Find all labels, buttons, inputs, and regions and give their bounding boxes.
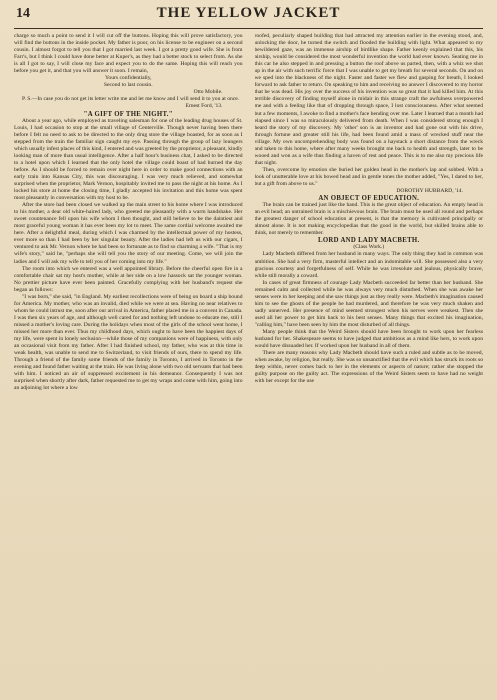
story-author: DOROTHY HUBBARD, '14. [396,188,463,195]
macbeth-paragraph-3: Many people think that the Weird Sisters should have been brought to work upon her fearless husband for her. Shakespeare seems to have judged that ambitious as a mind like hers, to work upon would have dissuaded her. If worked upon her husband in all of them. [254,328,483,350]
letter-postscript: P. S.—In case you do not get its letter write me and let me know and I will send it to you at once. [22,96,240,103]
story-title: "A GIFT OF THE NIGHT." [83,110,173,118]
education-paragraph: The brain can be trained just like the hand. This is the great object of education. An empty head is an evil head; an untrained brain is a mischievous brain. The brain must be used all round and perhaps the greatest danger of school education at present, is that the memory is cultivated principally or almost alone. It is not making encyclopedias that the good in the world, but skilled brains able to think, not merely to remember. [254,202,483,237]
story-paragraph-1: About a year ago, while employed as traveling salesman for one of the leading drug houses of St. Louis, I had occasion to stop at the small village of Centerville. Though never having been there before I felt no need to ask to be directed to the only drug store the village boasted, for as soon as I stepped from the train the familiar sign caught my eye. Passing through the group of lazy loungers which usually infest places of this kind, I entered and was greeted by the proprietor, a pleasant, kindly looking man of more than usual intelligence. After a half hour's business chat, I asked to be directed to a hotel upon which I learned that the only hotel the village could boast of had burned the day before. As I should be forced to remain over night here in order to make good connections with an early train into Kansas City, this was discouraging. I was very much relieved, and somewhat surprised when the proprietor, Mark Vernon, hospitably invited me to pass the night at his home. As I locked his store at home the closing time, I gladly accepted his invitation and this home was spent most pleasantly in conversation with my host to be. [14,117,243,202]
macbeth-subtitle: (Class Work.) [353,244,385,251]
running-title: THE YELLOW JACKET [156,5,341,21]
letter-closing-2: Second to last cousin. [103,82,153,89]
macbeth-paragraph-4: There are many reasons why Lady Macbeth should have such a ruled and subtle as to be moved, when awake, by religion, but really. She was so unsanctified that the evil which has struck its roots so deep within, never comes back to her in the elements or aspects of nature; rather she stopped the guilty purpose on the guilty act. The expressions of the Weird Sisters seem to have had no weight with her except for the use [254,350,483,385]
letter-author: Ernest Ford, '13. [185,103,223,110]
page-number: 14 [16,6,30,21]
letter-signature: Otto Mobile. [193,89,223,96]
right-column [255,33,484,693]
story-paragraph-5: roofed, peculiarly shaped building that had attracted my attention earlier in the evening stood, and, unlocking the door, he turned the switch and flooded the building with light. What appeared to my bewildered gaze, was an immense airship of birdlike shape. Father keenly explained that this, his airship, would be considered the most wonderful invention the world had ever known. Seating me in this car he also stepped in and pressing a button the roof above us parted, then, with a whiz we shot up in the air with such terrific force that I was unable to get my breath for several seconds. On and on we sped into the blackness of the night. Faster and faster we flew and gasping for breath, I looked forward to ask father to return. On speaking to him and receiving no answer I discovered to my horror that he was dead. His joy over the success of his invention was so great that it had killed him. At this terrible discovery of finding myself alone in midair in this strange craft the awfulness overpowered me and with a feeling like that of dropping through space, I lost consciousness. After what seemed but a few moments, I awoke to find a mother's face bending over me. Later I learned that a month had elapsed since I was so miraculously delivered from death. When I was considered strong enough I heard the story of my discovery. My 'other' son is an inventor and had gone out with his drive, through fortune and greater still his life, had been found amid a mass of wrecked stuff near the village. My own uncomprehending body was found on a haystack a short distance from the wreck and taken to this home, where after many weeks brought me back to health and strength, later to be wooed and won as a wife thus finding a haven of rest and peace. This is to me also my precious life that night. [254,33,483,166]
story-paragraph-6: Then, overcome by emotion she buried her golden head in the mother's lap and sobbed. With a look of unutterable love at his bowed head and in gentle tones the mother added, "Yes, I dared to her, but a gift from above to us." [254,166,483,187]
story-paragraph-2: After the store had been closed we walked up the main street to his home where I was introduced to his mother, a dear old white-haired lady, who greeted me pleasantly with a warm handshake. Her sweet countenance fell upon his wife whom I then thought, and still believe to be the daintiest and most graceful young woman it has ever been my lot to meet. The same cordial welcome awaited me here. After a delightful meal, during which I was charmed by the intellectual power of my hostess, ever more so than I had been by her singular beauty. After the ladies had left us with our cigars, I ventured to ask Mr. Vernon where he had been so fortunate as to find so charming a wife. "That is my wife's story," said he, "perhaps she will tell you the story of our meeting. Come, we will join the ladies and I will ask my wife to tell you of her coming into my life." [14,202,243,265]
story-paragraph-3: The room into which we entered was a well appointed library. Before the cheerful open fire in a comfortable chair sat my host's mother, while at her side on a low hassock sat the younger woman. No prettier picture have ever been painted. Gracefully complying with her husband's request she began as follows: [14,265,243,293]
letter-body: charge so much a point to send it I will cut off the buttons. Hoping this will prove satisfactory, you will find the buttons in the inside pocket. My father is poor, on his license to be engineer on a second cousin. I almost forgot to tell you that I got married last week. I got a pretty good wife. She is from Farr's, but I think I could have done better at Kuper's, as they had a better stock to select from. As she is all I got to say, I will close my face and expect you to do the same. Hoping this will reach you before you get it, and that you will answer it soon. I remain, [14,33,243,75]
macbeth-title: LORD AND LADY MACBETH. [317,237,420,245]
text-columns [14,33,483,693]
education-title: AN OBJECT OF EDUCATION. [318,195,420,203]
macbeth-paragraph-1: Lady Macbeth differed from her husband in many ways. The only thing they had in common was ambition. She had a very firm, masterful intellect and an indomitable will. She possessed also a very gracious courtesy and forgetfulness of self. While he was irresolute and jealous, physically brave, while still morally a coward. [254,251,483,279]
story-paragraph-4: "I was born," she said, "in England. My earliest recollections were of being on board a ship bound for America. My mother, who was an invalid, died while we were at sea. Having no near relatives to whom he could intrust me, soon after our arrival in America, father placed me in a convent in Canada. I was then six years of age, and although well cared for and nothing left undone to educate me, still I missed a mother's loving care. During the holidays when most of the girls of the school went home, I missed her more than ever. Thus my childhood days, which ought to have been the happiest days of my life, were spent in lonely seclusion—while those of my companions were of happiness, with only an occasional visit from my father. After I had finished school, my father, who was at this time in weak health, was unable to send me to Switzerland, to visit friends of ours, there to spend my life. Through a friend of the family some friends of the family in Toronto, I arrived in Toronto in the evening and found father waiting at the train. He was living alone with two old servants that had been with him. I noticed an air of suppressed excitement in his demeanor. Consequently I was not surprised when shortly after dark, father requested me to get my wraps and come with him, going into an adjoining lot where a low [14,293,243,392]
left-column [14,33,243,693]
page-header [14,4,483,29]
macbeth-paragraph-2: In cases of great firmness of courage Lady Macbeth succeeded far better than her husband. She remained calm and collected while he was always very much disturbed. When she was awake her senses were in her keeping and she saw things just as they really were. Macbeth's imagination caused him to see the ghosts of the people he had murdered, and therefore he was very much shaken and sadly unnerved. Her presence of mind seemed strongest when his nerves were weakest. Then she used all her power to get him back to his best senses. Many things that excited his imagination, "calling him," have been seen by him the most disturbed of all things. [254,279,483,328]
letter-closing: Yours confidentially, [104,75,152,82]
